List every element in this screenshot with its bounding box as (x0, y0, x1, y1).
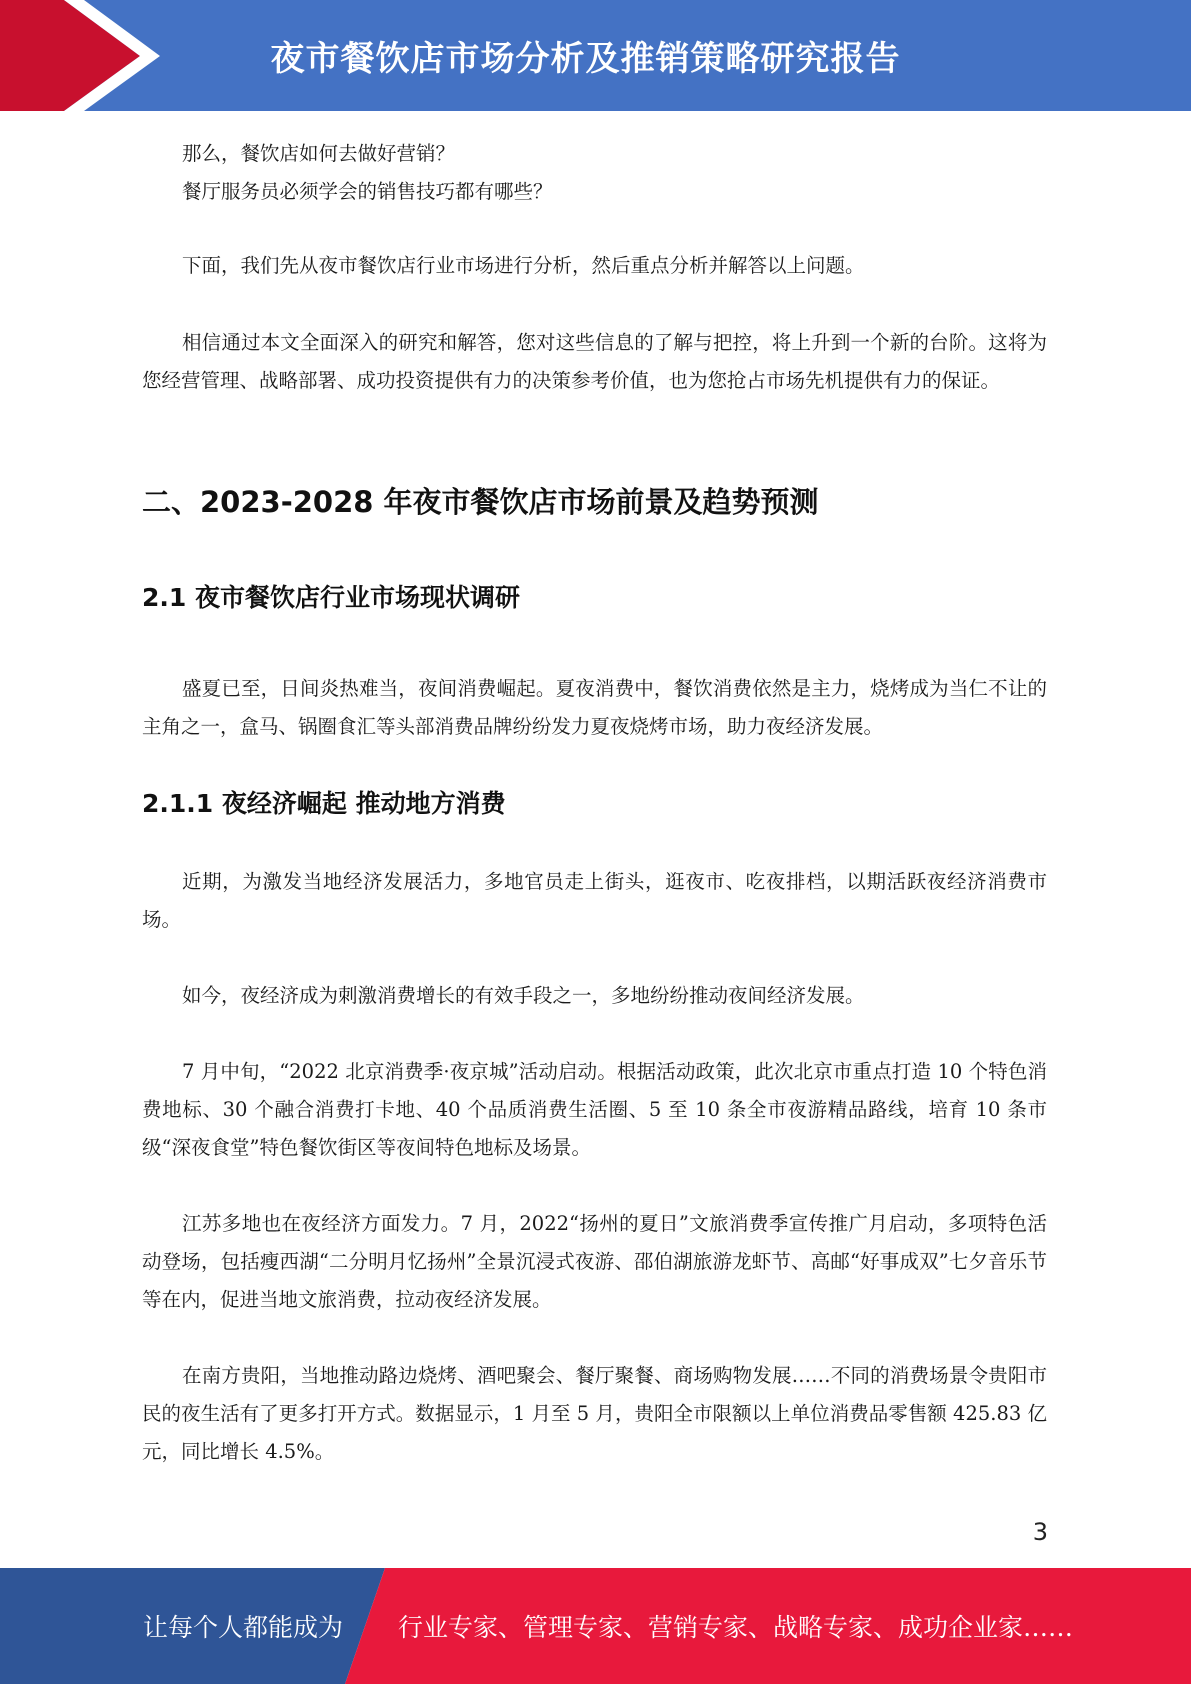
body-paragraph: 7 月中旬，“2022 北京消费季·夜京城”活动启动。根据活动政策，此次北京市重点打造 10 个特色消费地标、30 个融合消费打卡地、40 个品质消费生活圈、5 至 10 条全市夜游精品路线，培育 10 条市级“深夜食堂”特色餐饮街区等夜间特色地标及场景。 (142, 1060, 1047, 1159)
page-number: 3 (1032, 1518, 1048, 1546)
page-header (0, 0, 1191, 111)
body-paragraph: 近期，为激发当地经济发展活力，多地官员走上街头，逛夜市、吃夜排档，以期活跃夜经济消费市场。 (142, 870, 1047, 931)
body-paragraph: 下面，我们先从夜市餐饮店行业市场进行分析，然后重点分析并解答以上问题。 (182, 254, 865, 277)
body-paragraph: 在南方贵阳，当地推动路边烧烤、酒吧聚会、餐厅聚餐、商场购物发展……不同的消费场景令贵阳市民的夜生活有了更多打开方式。数据显示，1 月至 5 月，贵阳全市限额以上单位消费品零售额 425.83 亿元，同比增长 4.5%。 (142, 1364, 1047, 1463)
footer-slogan-left: 让每个人都能成为 (143, 1613, 344, 1642)
subsection-heading: 2.1 夜市餐饮店行业市场现状调研 (142, 583, 520, 612)
header-title: 夜市餐饮店市场分析及推销策略研究报告 (270, 39, 901, 79)
body-paragraph: 盛夏已至，日间炎热难当，夜间消费崛起。夏夜消费中，餐饮消费依然是主力，烧烤成为当仁不让的主角之一，盒马、锅圈食汇等头部消费品牌纷纷发力夏夜烧烤市场，助力夜经济发展。 (142, 677, 1047, 738)
body-paragraph: 餐厅服务员必须学会的销售技巧都有哪些？ (182, 180, 553, 203)
body-paragraph: 如今，夜经济成为刺激消费增长的有效手段之一，多地纷纷推动夜间经济发展。 (182, 984, 865, 1007)
body-paragraph: 相信通过本文全面深入的研究和解答，您对这些信息的了解与把控，将上升到一个新的台阶。这将为您经营管理、战略部署、成功投资提供有力的决策参考价值，也为您抢占市场先机提供有力的保证。 (142, 331, 1047, 392)
footer-slogan-right: 行业专家、管理专家、营销专家、战略专家、成功企业家…… (398, 1613, 1074, 1642)
body-paragraph: 江苏多地也在夜经济方面发力。7 月，2022“扬州的夏日”文旅消费季宣传推广月启动，多项特色活动登场，包括瘦西湖“二分明月忆扬州”全景沉浸式夜游、邵伯湖旅游龙虾节、高邮“好事成双”七夕音乐节等在内，促进当地文旅消费，拉动夜经济发展。 (142, 1212, 1047, 1311)
page-footer (0, 1568, 1191, 1684)
body-paragraph: 那么，餐饮店如何去做好营销？ (182, 142, 456, 165)
section-heading: 二、2023-2028 年夜市餐饮店市场前景及趋势预测 (142, 485, 819, 519)
subsubsection-heading: 2.1.1 夜经济崛起 推动地方消费 (142, 789, 506, 818)
